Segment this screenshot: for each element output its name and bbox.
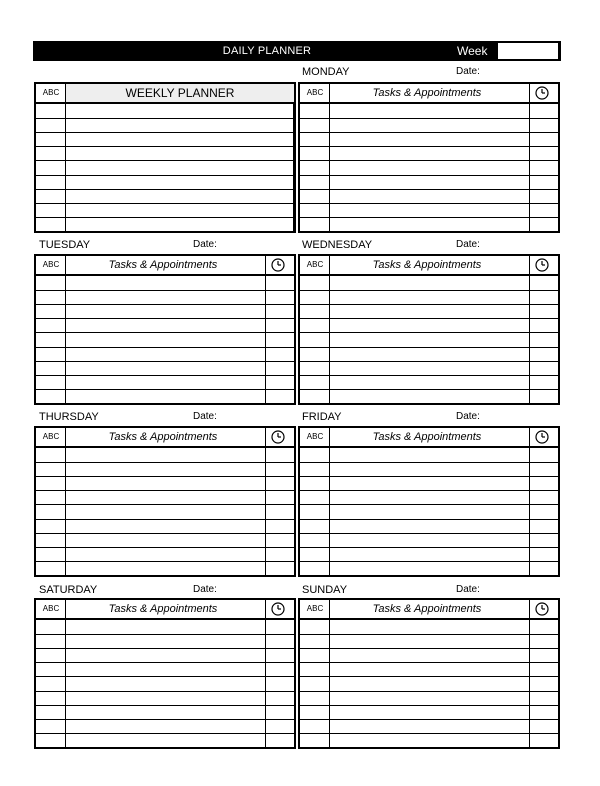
table-row[interactable] (36, 719, 294, 720)
table-row[interactable] (300, 318, 558, 319)
table-row[interactable] (300, 733, 558, 734)
day-heading-thursday: THURSDAY (39, 411, 99, 423)
table-row[interactable] (36, 118, 294, 119)
saturday-table (34, 598, 296, 749)
day-heading-saturday: SATURDAY (39, 584, 98, 596)
tasks-label: Tasks & Appointments (108, 431, 218, 443)
clock-icon (535, 258, 549, 272)
table-row[interactable] (300, 375, 558, 376)
table-row[interactable] (300, 290, 558, 291)
table-row[interactable] (300, 648, 558, 649)
table-row[interactable] (300, 332, 558, 333)
table-row[interactable] (36, 547, 294, 548)
table-row[interactable] (300, 304, 558, 305)
thursday-table (34, 426, 296, 577)
table-row[interactable] (36, 203, 294, 204)
week-label: Week (457, 44, 488, 58)
day-heading-friday: FRIDAY (302, 411, 342, 423)
abc-label: ABC (42, 88, 60, 97)
table-row[interactable] (300, 705, 558, 706)
table-row[interactable] (36, 490, 294, 491)
table-header-row (36, 600, 294, 620)
table-header-row (300, 84, 558, 104)
abc-column-divider (65, 84, 66, 231)
table-row[interactable] (36, 290, 294, 291)
table-row[interactable] (36, 733, 294, 734)
day-heading-monday: MONDAY (302, 66, 350, 78)
table-row[interactable] (36, 132, 294, 133)
table-row[interactable] (300, 160, 558, 161)
tasks-label: Tasks & Appointments (108, 603, 218, 615)
table-row[interactable] (300, 676, 558, 677)
table-row[interactable] (36, 175, 294, 176)
day-heading-sunday: SUNDAY (302, 584, 348, 596)
date-label-friday: Date: (456, 411, 480, 422)
abc-column-divider (329, 84, 330, 231)
abc-label: ABC (42, 432, 60, 441)
table-row[interactable] (300, 118, 558, 119)
time-column-divider (529, 428, 530, 575)
table-row[interactable] (36, 347, 294, 348)
table-row[interactable] (36, 375, 294, 376)
table-header-row (300, 256, 558, 276)
weekly-right-divider (293, 104, 294, 231)
table-row[interactable] (36, 389, 294, 390)
table-row[interactable] (300, 490, 558, 491)
table-row[interactable] (36, 304, 294, 305)
table-row[interactable] (300, 519, 558, 520)
abc-column-divider (329, 600, 330, 747)
abc-label: ABC (42, 260, 60, 269)
wednesday-table (298, 254, 560, 405)
date-label-wednesday: Date: (456, 239, 480, 250)
table-header-row (36, 256, 294, 276)
tasks-label: Tasks & Appointments (372, 87, 482, 99)
table-row[interactable] (36, 519, 294, 520)
table-header-row (36, 84, 294, 104)
date-label-thursday: Date: (193, 411, 217, 422)
table-row[interactable] (36, 332, 294, 333)
weekly-planner-title: WEEKLY PLANNER (66, 84, 294, 102)
table-row[interactable] (300, 175, 558, 176)
date-label-saturday: Date: (193, 584, 217, 595)
table-row[interactable] (36, 705, 294, 706)
table-row[interactable] (36, 648, 294, 649)
page-title: DAILY PLANNER (222, 45, 312, 57)
header-bar (33, 41, 561, 61)
table-row[interactable] (36, 189, 294, 190)
sunday-table (298, 598, 560, 749)
clock-icon (271, 430, 285, 444)
table-header-row (300, 600, 558, 620)
date-label-sunday: Date: (456, 584, 480, 595)
table-row[interactable] (36, 217, 294, 218)
abc-label: ABC (42, 604, 60, 613)
table-row[interactable] (36, 462, 294, 463)
clock-icon (271, 602, 285, 616)
time-column-divider (265, 256, 266, 403)
time-column-divider (265, 428, 266, 575)
table-row[interactable] (300, 146, 558, 147)
table-row[interactable] (36, 146, 294, 147)
table-header-row (300, 428, 558, 448)
table-row[interactable] (300, 203, 558, 204)
table-row[interactable] (300, 504, 558, 505)
abc-label: ABC (306, 88, 324, 97)
table-row[interactable] (36, 691, 294, 692)
table-row[interactable] (300, 691, 558, 692)
clock-icon (271, 258, 285, 272)
abc-column-divider (65, 600, 66, 747)
table-row[interactable] (300, 719, 558, 720)
table-row[interactable] (300, 462, 558, 463)
table-row[interactable] (36, 676, 294, 677)
weekly-planner-table (34, 82, 296, 233)
time-column-divider (529, 256, 530, 403)
tasks-label: Tasks & Appointments (108, 259, 218, 271)
clock-icon (535, 86, 549, 100)
week-input[interactable] (498, 43, 558, 59)
time-column-divider (529, 600, 530, 747)
day-heading-tuesday: TUESDAY (39, 239, 91, 251)
table-row[interactable] (300, 662, 558, 663)
time-column-divider (529, 84, 530, 231)
table-row[interactable] (36, 561, 294, 562)
table-row[interactable] (36, 476, 294, 477)
table-row[interactable] (300, 347, 558, 348)
clock-icon (535, 602, 549, 616)
abc-column-divider (329, 428, 330, 575)
table-row[interactable] (300, 189, 558, 190)
table-row[interactable] (36, 662, 294, 663)
abc-column-divider (65, 256, 66, 403)
table-row[interactable] (300, 476, 558, 477)
abc-column-divider (329, 256, 330, 403)
clock-icon (535, 430, 549, 444)
table-row[interactable] (300, 389, 558, 390)
table-row[interactable] (36, 533, 294, 534)
abc-column-divider (65, 428, 66, 575)
table-row[interactable] (300, 547, 558, 548)
tasks-label: Tasks & Appointments (372, 603, 482, 615)
table-row[interactable] (36, 160, 294, 161)
abc-label: ABC (306, 604, 324, 613)
monday-table (298, 82, 560, 233)
time-column-divider (265, 600, 266, 747)
table-row[interactable] (36, 361, 294, 362)
table-row[interactable] (300, 561, 558, 562)
table-row[interactable] (300, 132, 558, 133)
abc-label: ABC (306, 432, 324, 441)
tasks-label: Tasks & Appointments (372, 259, 482, 271)
table-row[interactable] (36, 634, 294, 635)
table-row[interactable] (300, 533, 558, 534)
table-header-row (36, 428, 294, 448)
tuesday-table (34, 254, 296, 405)
table-row[interactable] (300, 217, 558, 218)
table-row[interactable] (36, 504, 294, 505)
date-label-monday: Date: (456, 66, 480, 77)
table-row[interactable] (300, 361, 558, 362)
tasks-label: Tasks & Appointments (372, 431, 482, 443)
date-label-tuesday: Date: (193, 239, 217, 250)
table-row[interactable] (36, 318, 294, 319)
abc-label: ABC (306, 260, 324, 269)
table-row[interactable] (300, 634, 558, 635)
friday-table (298, 426, 560, 577)
day-heading-wednesday: WEDNESDAY (302, 239, 373, 251)
